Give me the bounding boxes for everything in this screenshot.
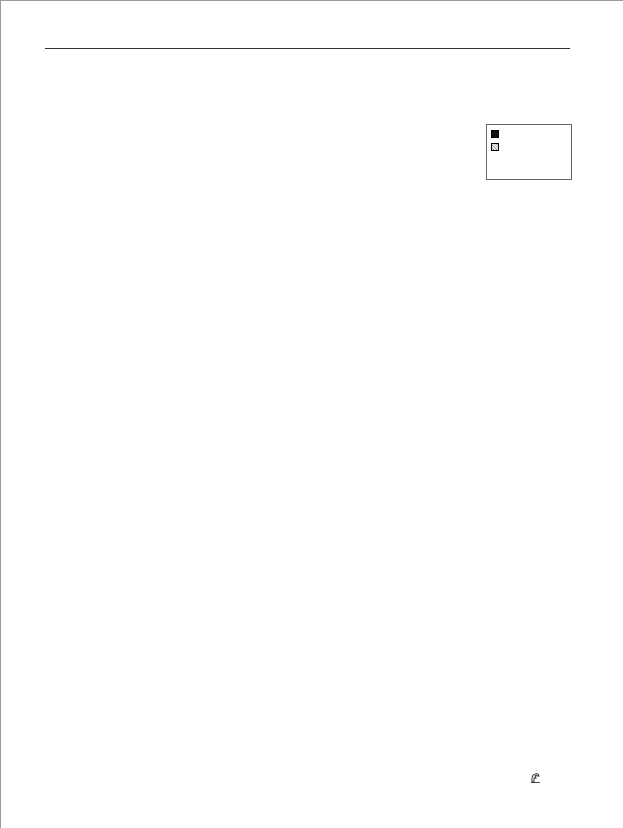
legend-swatch-dark-icon [491,130,499,138]
chart-legend [486,124,572,180]
figure-caption [54,54,188,65]
left-column [54,332,316,344]
publisher-logo [531,773,543,783]
legend-item-group [491,141,567,151]
legend-item-eub [491,128,567,138]
chart-canvas [180,52,620,322]
page-frame-top [0,0,623,1]
legend-swatch-hatched-icon [491,143,499,151]
running-header [45,32,570,49]
bar-chart [180,52,620,322]
page-frame-left [0,0,1,828]
springer-horse-icon [531,773,540,783]
